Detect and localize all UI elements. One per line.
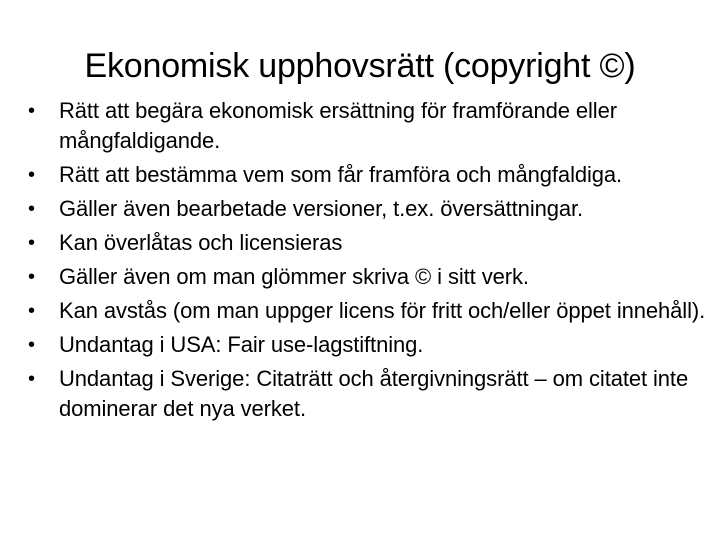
bullet-text: Rätt att bestämma vem som får framföra och mångfaldiga. <box>59 162 623 187</box>
bullet-item <box>28 364 708 424</box>
bullet-item <box>28 194 708 224</box>
bullet-icon: • <box>28 266 35 288</box>
bullet-icon: • <box>28 368 35 390</box>
bullet-icon: • <box>28 100 35 122</box>
bullet-item <box>28 330 708 360</box>
bullet-icon: • <box>28 164 35 186</box>
bullet-text: Gäller även bearbetade versioner, t.ex. översättningar. <box>59 196 584 221</box>
bullet-icon: • <box>28 198 35 220</box>
bullet-item <box>28 228 708 258</box>
bullet-text: Kan överlåtas och licensieras <box>59 230 343 255</box>
bullet-text: Rätt att begära ekonomisk ersättning för framförande eller mångfaldigande. <box>59 98 617 153</box>
bullet-icon: • <box>28 300 35 322</box>
bullet-list <box>28 96 708 428</box>
bullet-text: Undantag i USA: Fair use-lagstiftning. <box>59 332 424 357</box>
bullet-item <box>28 160 708 190</box>
bullet-icon: • <box>28 334 35 356</box>
bullet-icon: • <box>28 232 35 254</box>
bullet-text: Kan avstås (om man uppger licens för fritt och/eller öppet innehåll). <box>59 298 706 323</box>
bullet-item <box>28 296 708 326</box>
bullet-text: Undantag i Sverige: Citaträtt och återgivningsrätt – om citatet inte dominerar det nya verket. <box>59 366 689 421</box>
bullet-text: Gäller även om man glömmer skriva © i sitt verk. <box>59 264 529 289</box>
slide-title: Ekonomisk upphovsrätt (copyright ©) <box>84 47 636 85</box>
bullet-item <box>28 262 708 292</box>
bullet-item <box>28 96 708 156</box>
